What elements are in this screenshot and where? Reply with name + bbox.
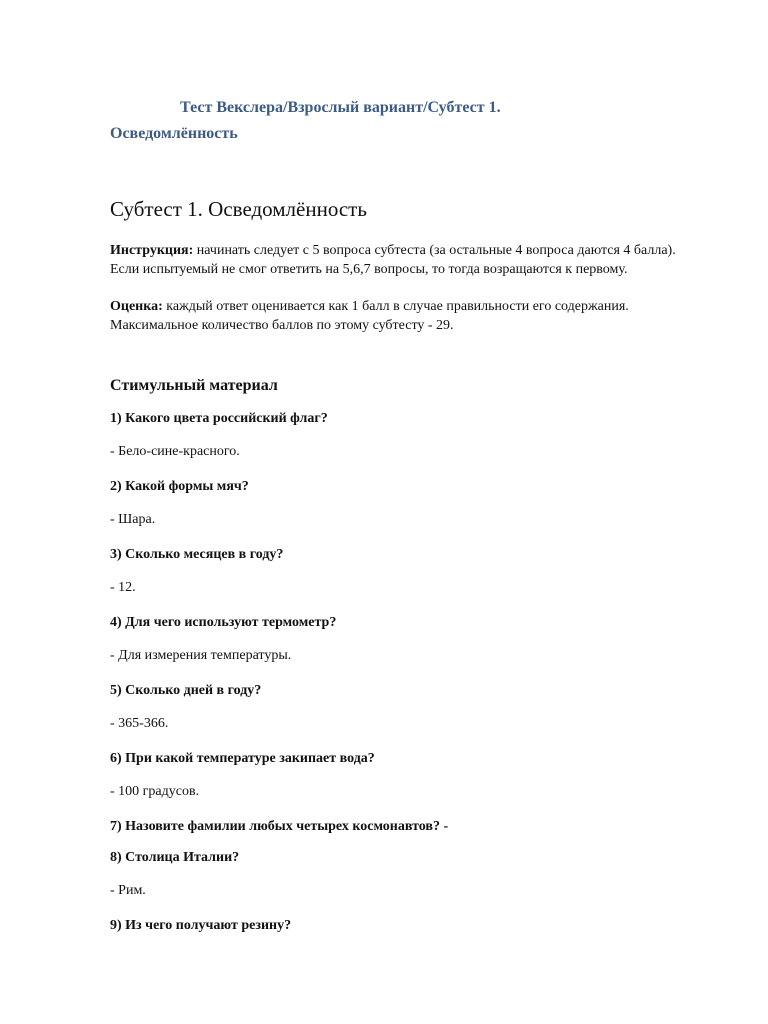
question-item-4 xyxy=(110,613,690,665)
answer-text: - 12. xyxy=(110,580,136,595)
answer-text: - Рим. xyxy=(110,883,146,898)
scoring-label: Оценка: xyxy=(110,299,163,314)
question-text: 1) Какого цвета российский флаг? xyxy=(110,411,328,426)
question-item-6 xyxy=(110,749,690,801)
question-item-2 xyxy=(110,477,690,529)
question-text: 8) Столица Италии? xyxy=(110,850,240,865)
scoring-paragraph xyxy=(110,297,690,335)
question-item-1 xyxy=(110,409,690,461)
instruction-text: начинать следует с 5 вопроса субтеста (за остальные 4 вопроса даются 4 балла). Если испытуемый не смог ответить на 5,6,7 вопросы, то тогда возращаются к первому. xyxy=(110,243,676,277)
question-item-5 xyxy=(110,681,690,733)
question-text: 5) Сколько дней в году? xyxy=(110,683,262,698)
question-text: 4) Для чего используют термометр? xyxy=(110,615,337,630)
document-page xyxy=(110,95,690,935)
answer-text: - 100 градусов. xyxy=(110,784,200,799)
question-text: 7) Назовите фамилии любых четырех космонавтов? - xyxy=(110,819,449,834)
question-list xyxy=(110,409,690,935)
answer-text: - Бело-сине-красного. xyxy=(110,444,240,459)
document-title-line1: Тест Векслера/Взрослый вариант/Субтест 1. xyxy=(180,99,501,116)
question-item-8 xyxy=(110,848,690,900)
question-item-7 xyxy=(110,817,690,836)
question-item-3 xyxy=(110,545,690,597)
document-title-line2: Осведомлённость xyxy=(110,125,238,142)
instruction-paragraph xyxy=(110,241,690,279)
answer-text: - Для измерения температуры. xyxy=(110,648,292,663)
answer-text: - 365-366. xyxy=(110,716,169,731)
question-item-9 xyxy=(110,916,690,935)
question-text: 9) Из чего получают резину? xyxy=(110,918,292,933)
stimulus-heading: Стимульный материал xyxy=(110,377,278,394)
section-heading: Субтест 1. Осведомлённость xyxy=(110,197,367,221)
answer-text: - Шара. xyxy=(110,512,156,527)
instruction-label: Инструкция: xyxy=(110,243,194,258)
scoring-text: каждый ответ оценивается как 1 балл в случае правильности его содержания. Максимальное количество баллов по этому субтесту - 29. xyxy=(110,299,629,333)
question-text: 3) Сколько месяцев в году? xyxy=(110,547,284,562)
document-title xyxy=(110,95,690,147)
question-text: 6) При какой температуре закипает вода? xyxy=(110,751,375,766)
question-text: 2) Какой формы мяч? xyxy=(110,479,249,494)
